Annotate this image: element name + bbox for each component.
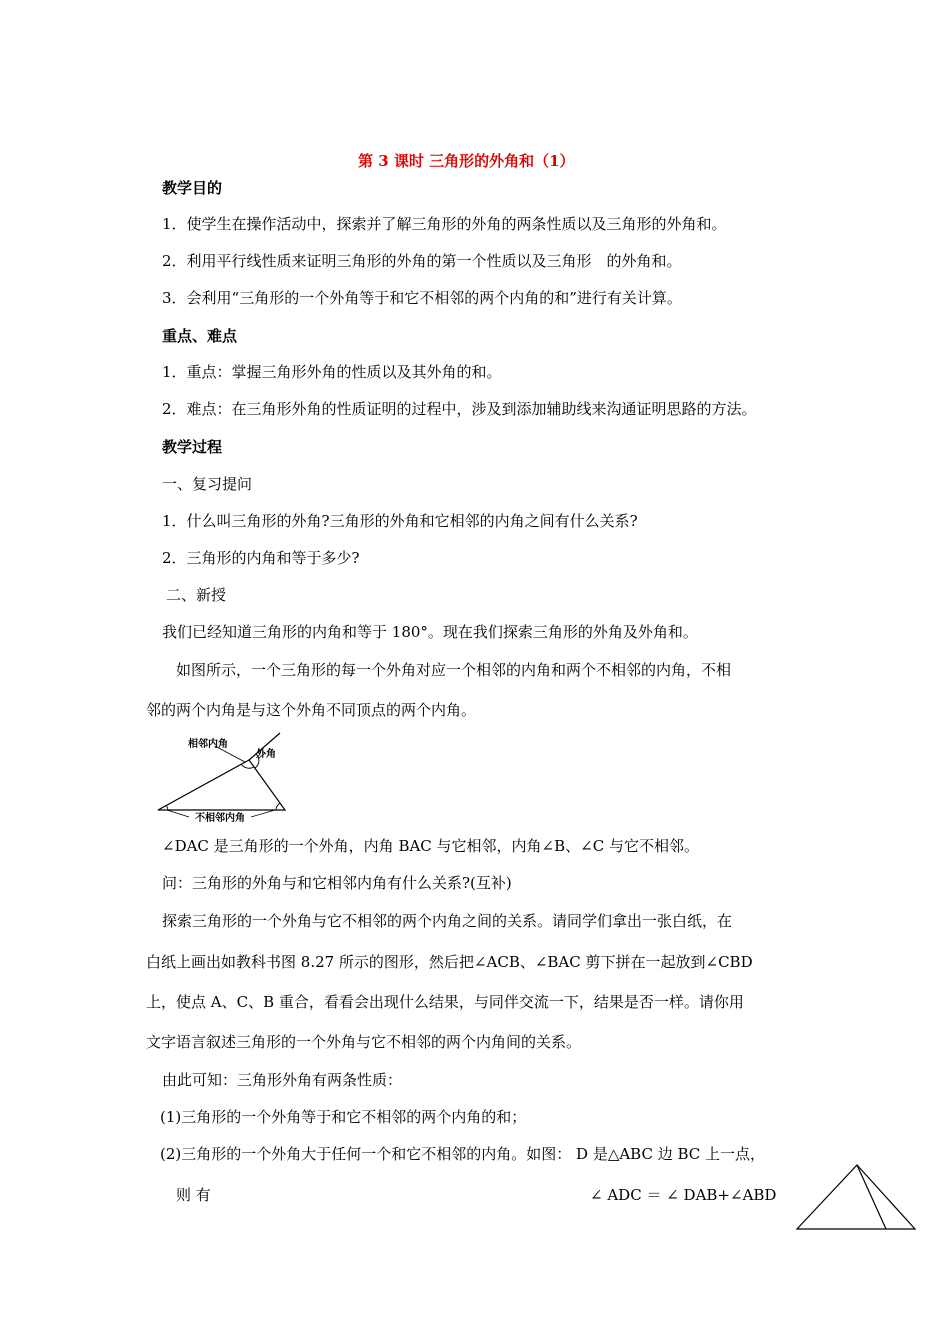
paragraph: 由此可知：三角形外角有两条性质： (162, 1071, 403, 1089)
then-label: 则 有 (176, 1186, 211, 1204)
review-heading: 一、复习提问 (162, 475, 253, 493)
label-leader-line (251, 810, 275, 817)
label-non-adjacent-angles: 不相邻内角 (195, 813, 245, 824)
paragraph: 问：三角形的外角与和它相邻内角有什么关系?(互补) (162, 874, 512, 892)
paragraph: 探索三角形的一个外角与它不相邻的两个内角之间的关系。请同学们拿出一张白纸，在 (162, 912, 733, 930)
angle-equation: ∠ ADC ＝ ∠ DAB+∠ABD (590, 1186, 777, 1204)
key-points-heading: 重点、难点 (162, 327, 238, 345)
property-item: (1)三角形的一个外角等于和它不相邻的两个内角的和； (160, 1108, 527, 1126)
property-item: (2)三角形的一个外角大于任何一个和它不相邻的内角。如图： D 是△ABC 边 BC 上一点， (160, 1145, 766, 1163)
new-lesson-heading: 二、新授 (166, 586, 227, 604)
review-question: 1．什么叫三角形的外角?三角形的外角和它相邻的内角之间有什么关系? (162, 512, 638, 530)
review-question: 2．三角形的内角和等于多少? (162, 549, 360, 567)
objective-item: 1．使学生在操作活动中，探索并了解三角形的外角的两条性质以及三角形的外角和。 (162, 215, 727, 233)
label-leader-line (167, 810, 189, 817)
label-exterior-angle: 外角 (256, 749, 276, 760)
process-heading: 教学过程 (162, 438, 223, 456)
segment-ad (857, 1165, 886, 1229)
paragraph: 邻的两个内角是与这个外角不同顶点的两个内角。 (146, 701, 477, 719)
triangle-outline (797, 1165, 915, 1229)
objectives-heading: 教学目的 (162, 179, 223, 197)
paragraph: 文字语言叙述三角形的一个外角与它不相邻的两个内角间的关系。 (146, 1033, 582, 1051)
objective-item: 3．会利用“三角形的一个外角等于和它不相邻的两个内角的和”进行有关计算。 (162, 289, 682, 307)
left-angle-arc (166, 805, 168, 810)
label-adjacent-angle: 相邻内角 (188, 739, 228, 750)
right-angle-arc (276, 803, 280, 810)
paragraph: ∠DAC 是三角形的一个外角，内角 BAC 与它相邻，内角∠B、∠C 与它不相邻。 (162, 837, 699, 855)
paragraph: 白纸上画出如教科书图 8.27 所示的图形，然后把∠ACB、∠BAC 剪下拼在一起放到∠CBD (146, 953, 753, 971)
paragraph: 我们已经知道三角形的内角和等于 180°。现在我们探索三角形的外角及外角和。 (162, 623, 698, 641)
page-title: 第 3 课时 三角形的外角和（1） (358, 152, 575, 170)
paragraph: 如图所示，一个三角形的每一个外角对应一个相邻的内角和两个不相邻的内角，不相 (176, 661, 732, 679)
triangle-abc-figure (794, 1163, 918, 1241)
key-point-item: 1．重点：掌握三角形外角的性质以及其外角的和。 (162, 363, 502, 381)
triangle-shape (158, 760, 285, 810)
paragraph: 上，使点 A、C、B 重合，看看会出现什么结果，与同伴交流一下，结果是否一样。请你用 (146, 993, 744, 1011)
exterior-angle-figure (155, 733, 295, 823)
key-point-item: 2．难点：在三角形外角的性质证明的过程中，涉及到添加辅助线来沟通证明思路的方法。 (162, 400, 757, 418)
objective-item: 2．利用平行线性质来证明三角形的外角的第一个性质以及三角形 的外角和。 (162, 252, 682, 270)
